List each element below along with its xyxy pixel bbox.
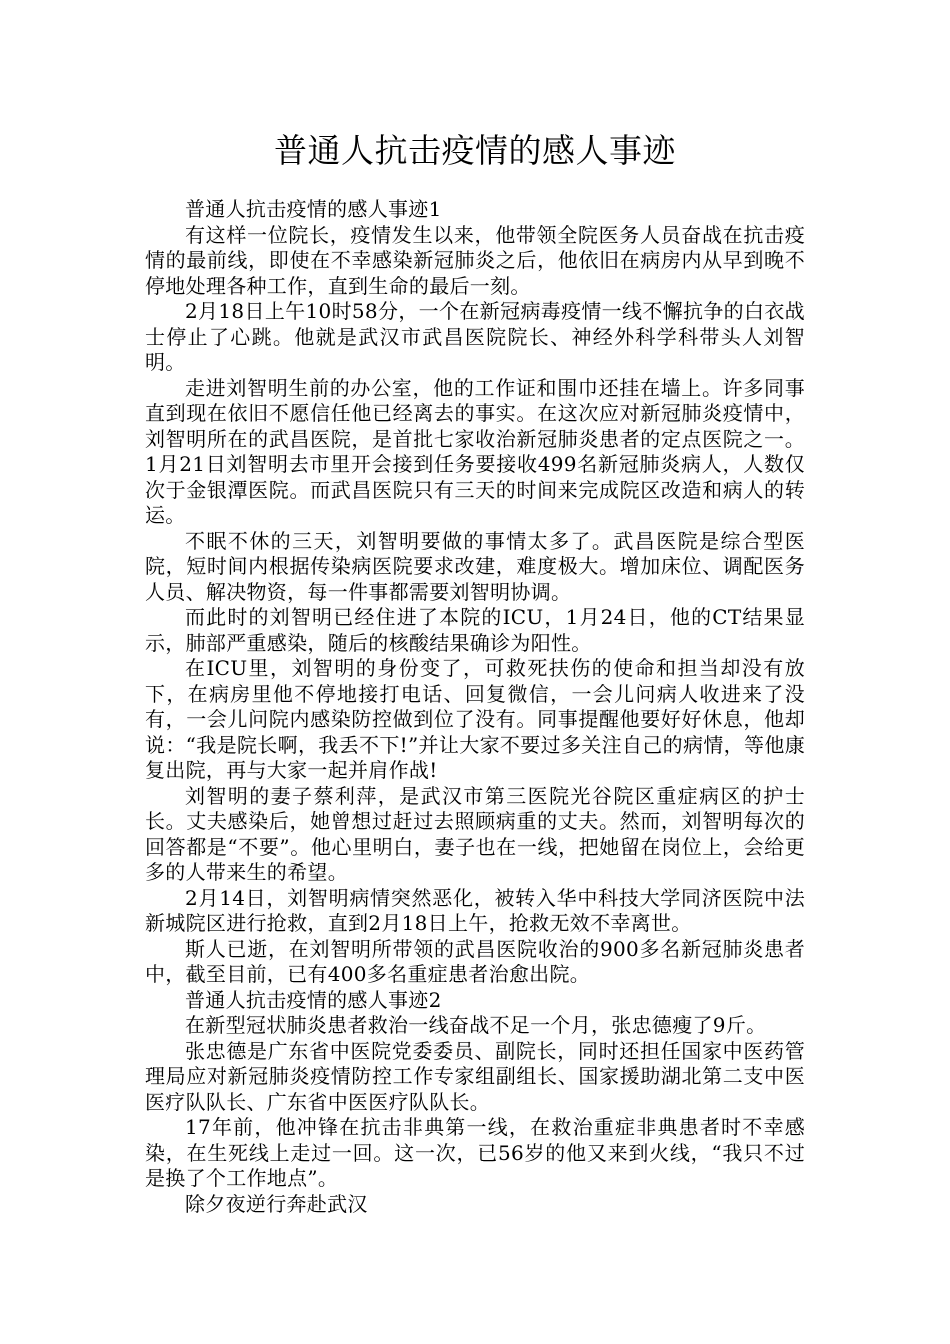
paragraph: 在新型冠状肺炎患者救治一线奋战不足一个月，张忠德瘦了9斤。: [185, 1013, 767, 1037]
paragraph: 2月18日上午10时58分，一个在新冠病毒疫情一线不懈抗争的白衣战士停止了心跳。他就是武汉市武昌医院院长、神经外科学科带头人刘智明。: [145, 299, 805, 374]
paragraph: 不眠不休的三天，刘智明要做的事情太多了。武昌医院是综合型医院，短时间内根据传染病医院要求改建，难度极大。增加床位、调配医务人员、解决物资，每一件事都需要刘智明协调。: [145, 528, 805, 604]
paragraph: 斯人已逝，在刘智明所带领的武昌医院收治的900多名新冠肺炎患者中，截至目前，已有400多名重症患者治愈出院。: [145, 936, 805, 986]
paragraph: 刘智明的妻子蔡利萍，是武汉市第三医院光谷院区重症病区的护士长。丈夫感染后，她曾想过赶过去照顾病重的丈夫。然而，刘智明每次的回答都是“不要”。他心里明白，妻子也在一线，把她留在岗位上，会给更多的人带来生的希望。: [145, 783, 805, 884]
paragraph: 17年前，他冲锋在抗击非典第一线，在救治重症非典患者时不幸感染，在生死线上走过一回。这一次，已56岁的他又来到火线，“我只不过是换了个工作地点”。: [145, 1115, 805, 1190]
paragraph: 张忠德是广东省中医院党委委员、副院长，同时还担任国家中医药管理局应对新冠肺炎疫情防控工作专家组副组长、国家援助湖北第二支中医医疗队队长、广东省中医医疗队队长。: [145, 1038, 805, 1114]
section-heading-2: 普通人抗击疫情的感人事迹2: [185, 987, 442, 1012]
paragraph: 2月14日，刘智明病情突然恶化，被转入华中科技大学同济医院中法新城院区进行抢救，直到2月18日上午，抢救无效不幸离世。: [145, 885, 805, 935]
paragraph: 而此时的刘智明已经住进了本院的ICU，1月24日，他的CT结果显示，肺部严重感染，随后的核酸结果确诊为阳性。: [145, 605, 805, 655]
paragraph: 有这样一位院长，疫情发生以来，他带领全院医务人员奋战在抗击疫情的最前线，即使在不幸感染新冠肺炎之后，他依旧在病房内从早到晚不停地处理各种工作，直到生命的最后一刻。: [145, 222, 805, 298]
section-heading-1: 普通人抗击疫情的感人事迹1: [185, 197, 442, 221]
paragraph: 走进刘智明生前的办公室，他的工作证和围巾还挂在墙上。许多同事直到现在依旧不愿信任他已经离去的事实。在这次应对新冠肺炎疫情中，刘智明所在的武昌医院，是首批七家收治新冠肺炎患者的定点医院之一。1月21日刘智明去市里开会接到任务要接收499名新冠肺炎病人，人数仅次于金银潭医院。而武昌医院只有三天的时间来完成院区改造和病人的转运。: [145, 375, 805, 527]
document-title: 普通人抗击疫情的感人事迹: [274, 131, 676, 170]
document-body: [145, 197, 805, 1217]
paragraph: 在ICU里，刘智明的身份变了，可救死扶伤的使命和担当却没有放下，在病房里他不停地接打电话、回复微信，一会儿问病人收进来了没有，一会儿问院内感染防控做到位了没有。同事提醒他要好好休息，他却说：“我是院长啊，我丢不下!”并让大家不要过多关注自己的病情，等他康复出院，再与大家一起并肩作战!: [145, 656, 805, 782]
paragraph: 除夕夜逆行奔赴武汉: [185, 1191, 368, 1216]
